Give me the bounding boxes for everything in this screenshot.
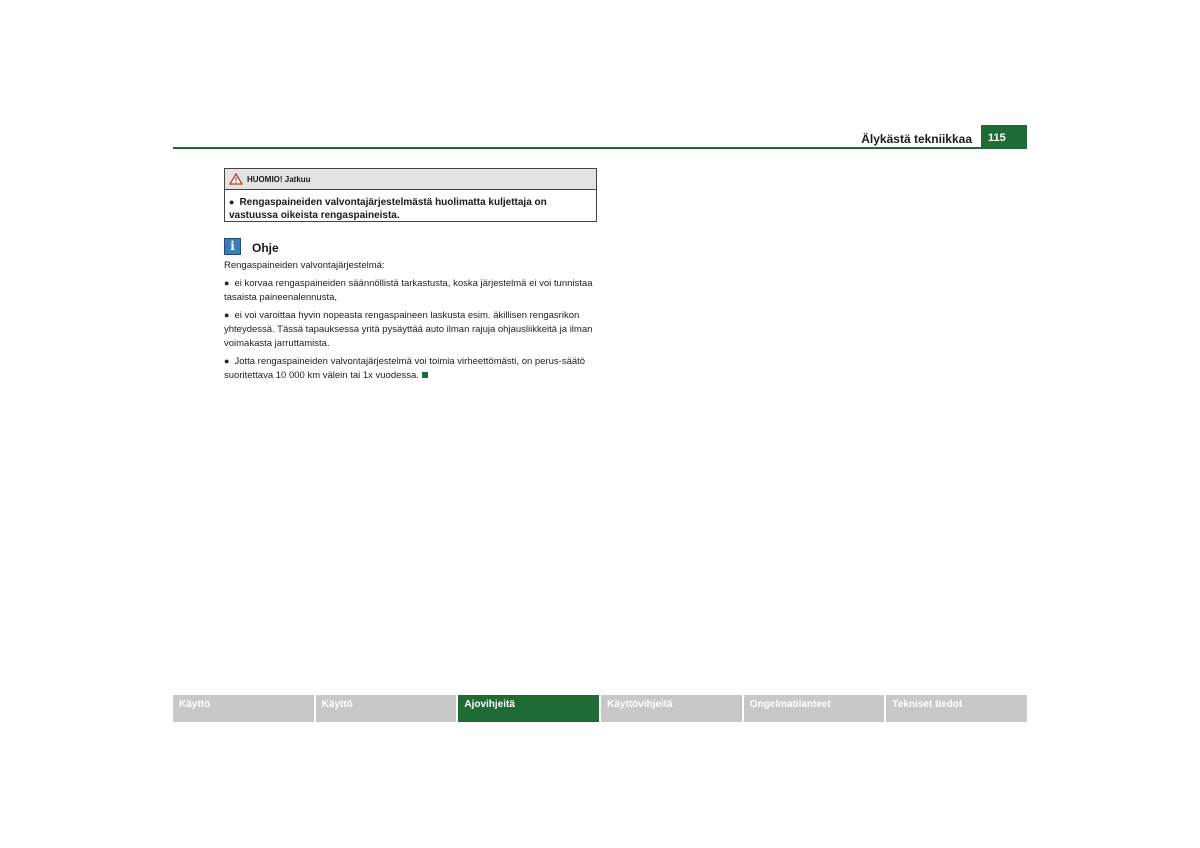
chapter-nav [173,695,1027,722]
list-item-text: Jotta rengaspaineiden valvontajärjestelmä voi toimia virheettömästi, on perus-säätö suoritettava 10 000 km välein tai 1x vuodessa. [224,356,586,381]
tab-ongelmatilanteet[interactable]: Ongelmatilanteet [744,695,885,722]
warning-text-block [225,190,596,222]
bullet: ● [224,278,230,288]
warning-heading [225,169,596,190]
warning-heading-text: HUOMIO! Jatkuu [247,174,311,184]
tab-tekniset-tiedot[interactable]: Tekniset tiedot [886,695,1027,722]
tab-kaytto-1[interactable]: Käyttö [173,695,314,722]
bullet: ● [229,197,235,207]
list-item-text: ei korvaa rengaspaineiden säännöllistä tarkastusta, koska järjestelmä ei voi tunnistaa tasaista paineenalennusta, [224,278,593,303]
chapter-title: Älykästä tekniikkaa [861,132,972,146]
list-item [224,276,600,305]
page-number: 115 [981,125,1027,149]
section-end-mark [422,372,428,378]
warning-text: Rengaspaineiden valvontajärjestelmästä huolimatta kuljettaja on vastuussa oikeista rengaspaineista. [229,197,547,221]
bullet: ● [224,356,230,366]
tab-kayttovihjeita[interactable]: Käyttövihjeitä [601,695,742,722]
header-rule [173,147,1027,149]
tab-kaytto-2[interactable]: Käyttö [316,695,457,722]
list-item [224,308,600,351]
tab-ajovihjeita[interactable]: Ajovihjeitä [458,695,599,722]
warning-triangle-icon [229,173,243,185]
bullet: ● [224,310,230,320]
list-item-text: ei voi varoittaa hyvin nopeasta rengaspaineen laskusta esim. äkillisen rengasrikon yhteydessä. Tässä tapauksessa yritä pysäyttää auto ilman rajuja ohjausliikkeitä ja ilman voimakasta jarruttamista. [224,310,593,349]
info-text [224,259,600,386]
warning-box [224,168,597,222]
info-intro: Rengaspaineiden valvontajärjestelmä: [224,260,385,271]
info-icon: i [224,238,241,255]
info-title: Ohje [252,241,279,255]
info-heading [224,237,279,255]
list-item [224,354,600,383]
